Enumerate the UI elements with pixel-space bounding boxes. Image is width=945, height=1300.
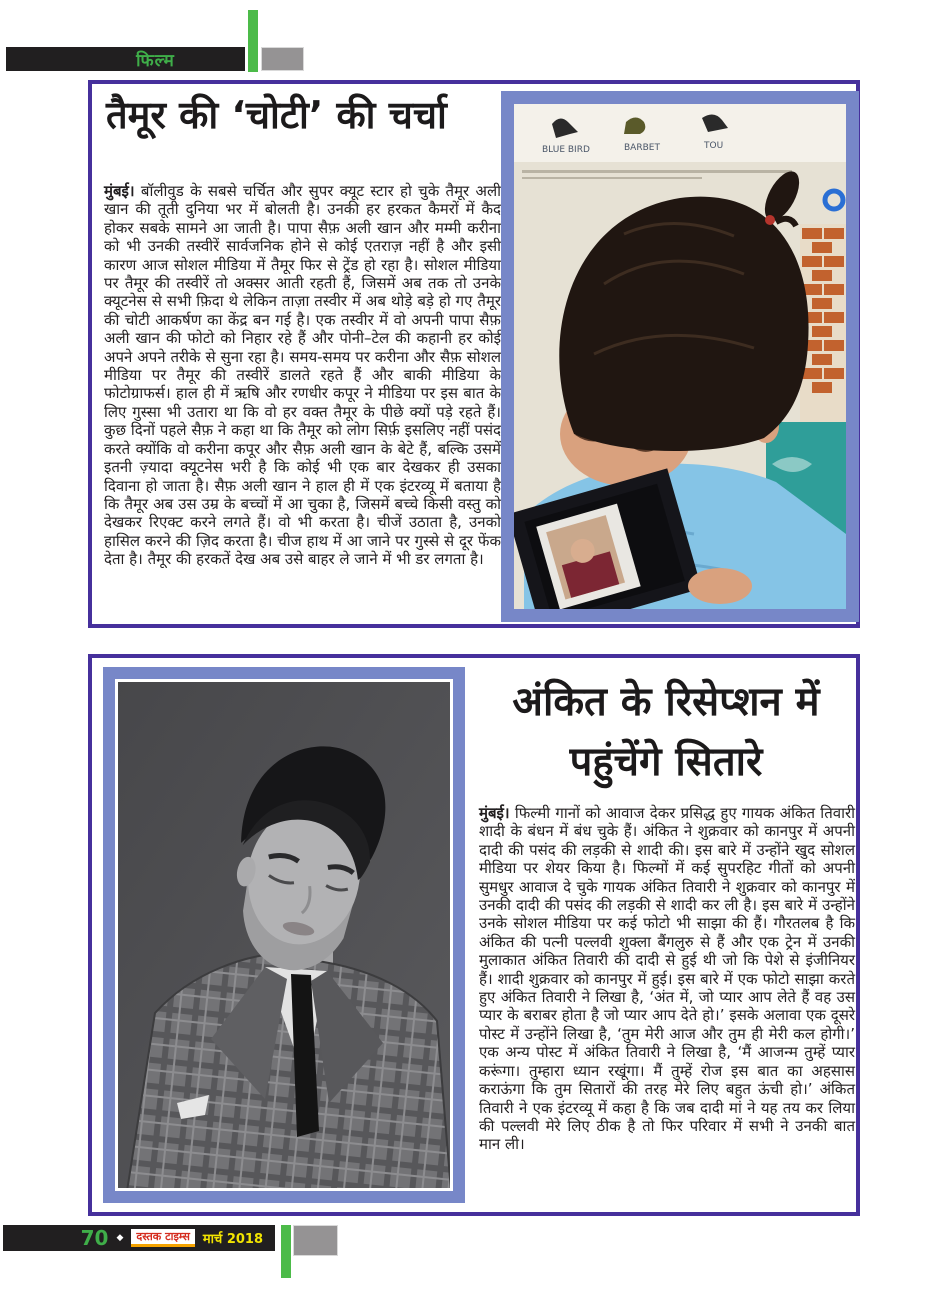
ankit-photo-illustration: [115, 679, 453, 1191]
ankit-photo: [103, 667, 465, 1203]
header-green-stripe: [248, 10, 258, 72]
header-gray-box: [261, 47, 304, 71]
article-taimur: [88, 80, 860, 628]
poster-label-barbet: BARBET: [624, 143, 660, 153]
article1-body-text: बॉलीवुड के सबसे चर्चित और सुपर क्यूट स्टार हो चुके तैमूर अली खान की तूती दुनिया भर में बोलती है। उनकी हर हरकत कैमरों में कैद होकर सबके सामने आ जाती है। पापा सैफ़ अली खान और मम्मी करीना को भी उनकी तस्वीरें सार्वजनिक होने से कोई एतराज़ नहीं है और इसी कारण आज सोशल मीडिया में तैमूर फिर से ट्रेंड हो रहा है। सोशल मीडिया पर तैमूर की तस्वीरें तो अक्सर आती रहती हैं, जिसमें अब तक तो उनके क्यूटनेस से सभी फ़िदा थे लेकिन ताज़ा तस्वीर में अब थोड़े बड़े हो गए तैमूर की चोटी आकर्षण का केंद्र बन गई है। एक तस्वीर में वो अपनी पापा सैफ़ अली खान की फोटो को निहार रहे हैं और पोनी–टेल की कहानी हर कोई अपने अपने तरीके से सुना रहा है। समय-समय पर करीना और सैफ़ सोशल मीडिया पर तैमूर की तस्वीरें डालते रहते हैं और बाकी मीडिया के फोटोग्राफर्स। हाल ही में ऋषि और रणधीर कपूर ने मीडिया पर इस बात के लिए गुस्सा भी उतारा था कि वो हर वक्त तैमूर के पीछे क्यों पड़े रहते हैं। कुछ दिनों पहले सैफ़ ने कहा था कि तैमूर को लोग सिर्फ़ इसलिए नहीं पसंद करते क्योंकि वो करीना कपूर और सैफ़ अली खान के बेटे हैं, बल्कि उसमें इतनी ज़्यादा क्यूटनेस भरी है कि कोई भी एक बार देखकर ही उसका दिवाना हो जाता है। सैफ़ अली खान ने हाल ही में एक इंटरव्यू में बताया है कि तैमूर अब उस उम्र के बच्चों में आ चुका है, जिसमें बच्चे किसी वस्तु को देखकर रिएक्ट करने लगते हैं। वो भी करता है। चीजें उठाता है, उनको हासिल करने की ज़िद करता है। चीज हाथ में आ जाने पर गुस्से से दूर फेंक देता है। तैमूर की हरकतें देख अब उसे बाहर ले जाने में भी डर लगता है।: [104, 182, 501, 569]
article2-title-line1: अंकित के रिसेप्शन में: [512, 679, 820, 725]
magazine-logo: दस्तक टाइम्स: [131, 1229, 194, 1247]
article1-dateline: मुंबई।: [104, 182, 135, 200]
article2-title-line2: पहुंचेंगे सितारे: [569, 739, 763, 785]
poster-label-blue-bird: BLUE BIRD: [542, 145, 590, 155]
article2-body-text: फिल्मी गानों को आवाज देकर प्रसिद्ध हुए गायक अंकित तिवारी शादी के बंधन में बंध चुके हैं। अंकित ने शुक्रवार को कानपुर में अपनी दादी की पसंद की लड़की से शादी की। इस बारे में उन्होंने खुद सोशल मीडिया पर शेयर किया है। फिल्मों में कई सुपरहिट गीतों को अपनी सुमधुर आवाज दे चुके गायक अंकित तिवारी ने शुक्रवार को कानपुर में उनकी दादी की पसंद की लड़की से शादी कर ली है। इस बारे में उन्होंने उनके सोशल मीडिया पर कई फोटो भी साझा की हैं। गौरतलब है कि अंकित की पत्नी पल्लवी शुक्ला बैंगलुरु से हैं और एक ट्रेन में उनकी मुलाकात अंकित तिवारी की दादी से हुई थी जो कि पेशे से इंजीनियर हैं। शादी शुक्रवार को कानपुर में हुई। इस बारे में एक फोटो साझा करते हुए अंकित तिवारी ने लिखा है, ‘अंत में, जो प्यार आप लेते हैं वह उस प्यार के बराबर होता है जो प्यार आप देते हो।’ इसके अलावा एक दूसरे पोस्ट में उन्होंने लिखा है, ‘तुम मेरी आज और तुम ही मेरी कल होगी।’ एक अन्य पोस्ट में अंकित तिवारी ने लिखा है, ‘मैं आजन्म तुम्हें प्यार करूंगा। तुम्हारा ध्यान रखूंगा। मैं तुम्हें रोज इस बात का अहसास कराऊंगा कि तुम सितारों की तरह मेरे लिए बहुत ऊंची हो।’ अंकित तिवारी ने एक इंटरव्यू में कहा है कि जब दादी मां ने यह तय कर लिया की पल्लवी मेरे लिए ठीक है तो फिर परिवार में सभी ने उनकी बात मान ली।: [479, 804, 855, 1154]
child-hand: [688, 568, 752, 604]
footer-bar: [3, 1225, 275, 1251]
section-label: फिल्म: [136, 50, 175, 71]
diamond-icon: ◆: [116, 1233, 124, 1243]
article1-title: तैमूर की ‘चोटी’ की चर्चा: [106, 93, 447, 137]
article2-body: [479, 804, 855, 1196]
issue-date: मार्च 2018: [202, 1232, 263, 1247]
taimur-photo-illustration: [514, 104, 846, 609]
poster-label-tou: TOU: [704, 141, 724, 151]
article-ankit: [88, 654, 860, 1216]
taimur-photo: [501, 91, 859, 622]
footer-gray-box: [293, 1225, 338, 1256]
section-header-bar: [6, 47, 245, 71]
footer-green-stripe: [281, 1225, 291, 1278]
page-number: 70: [80, 1226, 109, 1250]
article2-dateline: मुंबई।: [479, 804, 510, 822]
hair-tie: [765, 215, 775, 225]
article2-title: [480, 672, 852, 792]
article1-body: [104, 182, 501, 614]
